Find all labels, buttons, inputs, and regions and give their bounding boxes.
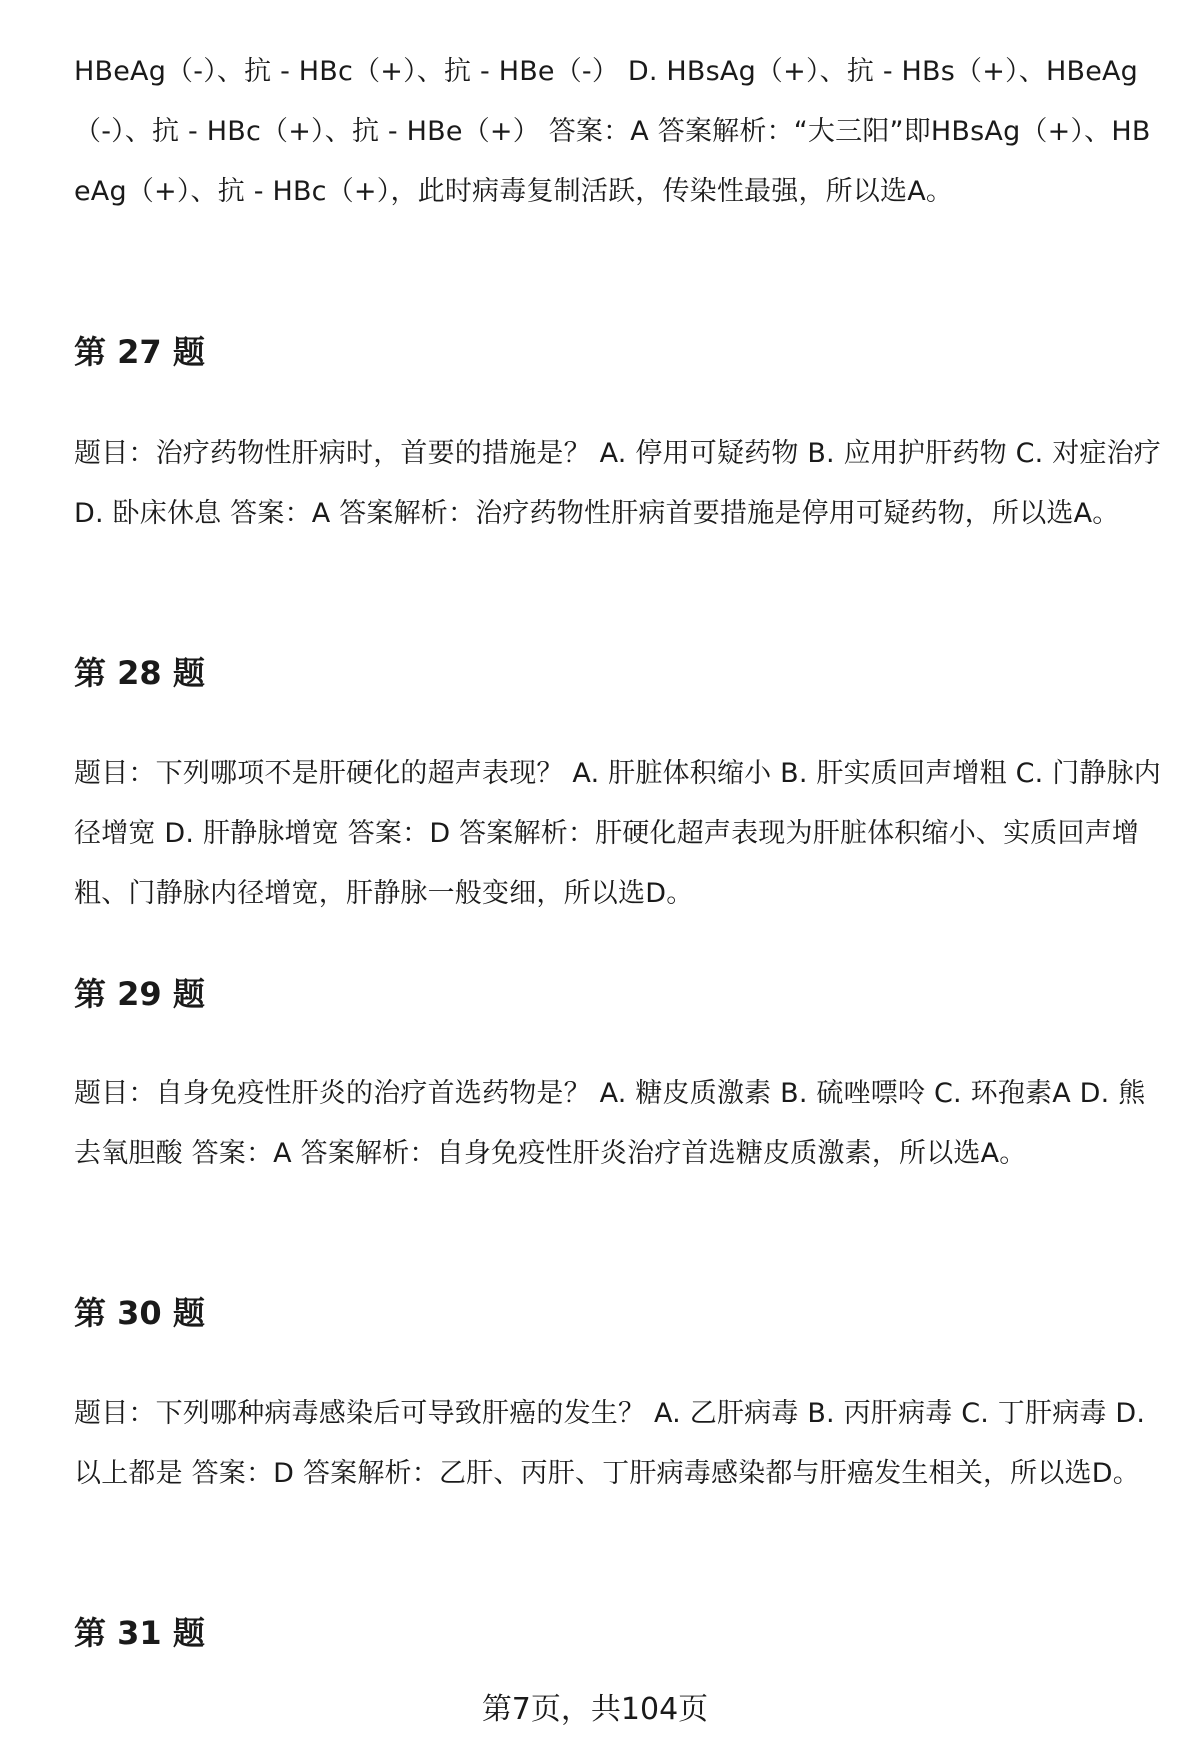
question-27-text: 题目：治疗药物性肝病时，首要的措施是？ A. 停用可疑药物 B. 应用护肝药物 C. 对症治疗 D. 卧床休息 答案：A 答案解析：治疗药物性肝病首要措施是停用可疑药物，所以选A。: [74, 438, 1162, 529]
question-29-text: 题目：自身免疫性肝炎的治疗首选药物是？ A. 糖皮质激素 B. 硫唑嘌呤 C. 环孢素A D. 熊去氧胆酸 答案：A 答案解析：自身免疫性肝炎治疗首选糖皮质激素，所以选A。: [74, 1078, 1146, 1169]
question-28-heading: 第 28 题: [74, 654, 205, 692]
continued-question-text: HBeAg（-）、抗 - HBc（+）、抗 - HBe（-） D. HBsAg（+）、抗 - HBs（+）、HBeAg（-）、抗 - HBc（+）、抗 - HBe（+） 答案：A 答案解析：“大三阳”即HBsAg（+）、HBeAg（+）、抗 - HBc（+），此时病毒复制活跃，传染性最强，所以选A。: [74, 56, 1151, 207]
question-30-text: 题目：下列哪种病毒感染后可导致肝癌的发生？ A. 乙肝病毒 B. 丙肝病毒 C. 丁肝病毒 D. 以上都是 答案：D 答案解析：乙肝、丙肝、丁肝病毒感染都与肝癌发生相关，所以选D。: [74, 1398, 1146, 1489]
page-number-footer: 第7页，共104页: [481, 1692, 709, 1727]
question-31-heading: 第 31 题: [74, 1614, 205, 1652]
question-27-heading: 第 27 题: [74, 333, 205, 371]
question-28-text: 题目：下列哪项不是肝硬化的超声表现？ A. 肝脏体积缩小 B. 肝实质回声增粗 C. 门静脉内径增宽 D. 肝静脉增宽 答案：D 答案解析：肝硬化超声表现为肝脏体积缩小、实质回声增粗、门静脉内径增宽，肝静脉一般变细，所以选D。: [74, 758, 1162, 909]
question-30-heading: 第 30 题: [74, 1294, 205, 1332]
document-page: [74, 0, 1164, 1755]
question-29-heading: 第 29 题: [74, 975, 205, 1013]
